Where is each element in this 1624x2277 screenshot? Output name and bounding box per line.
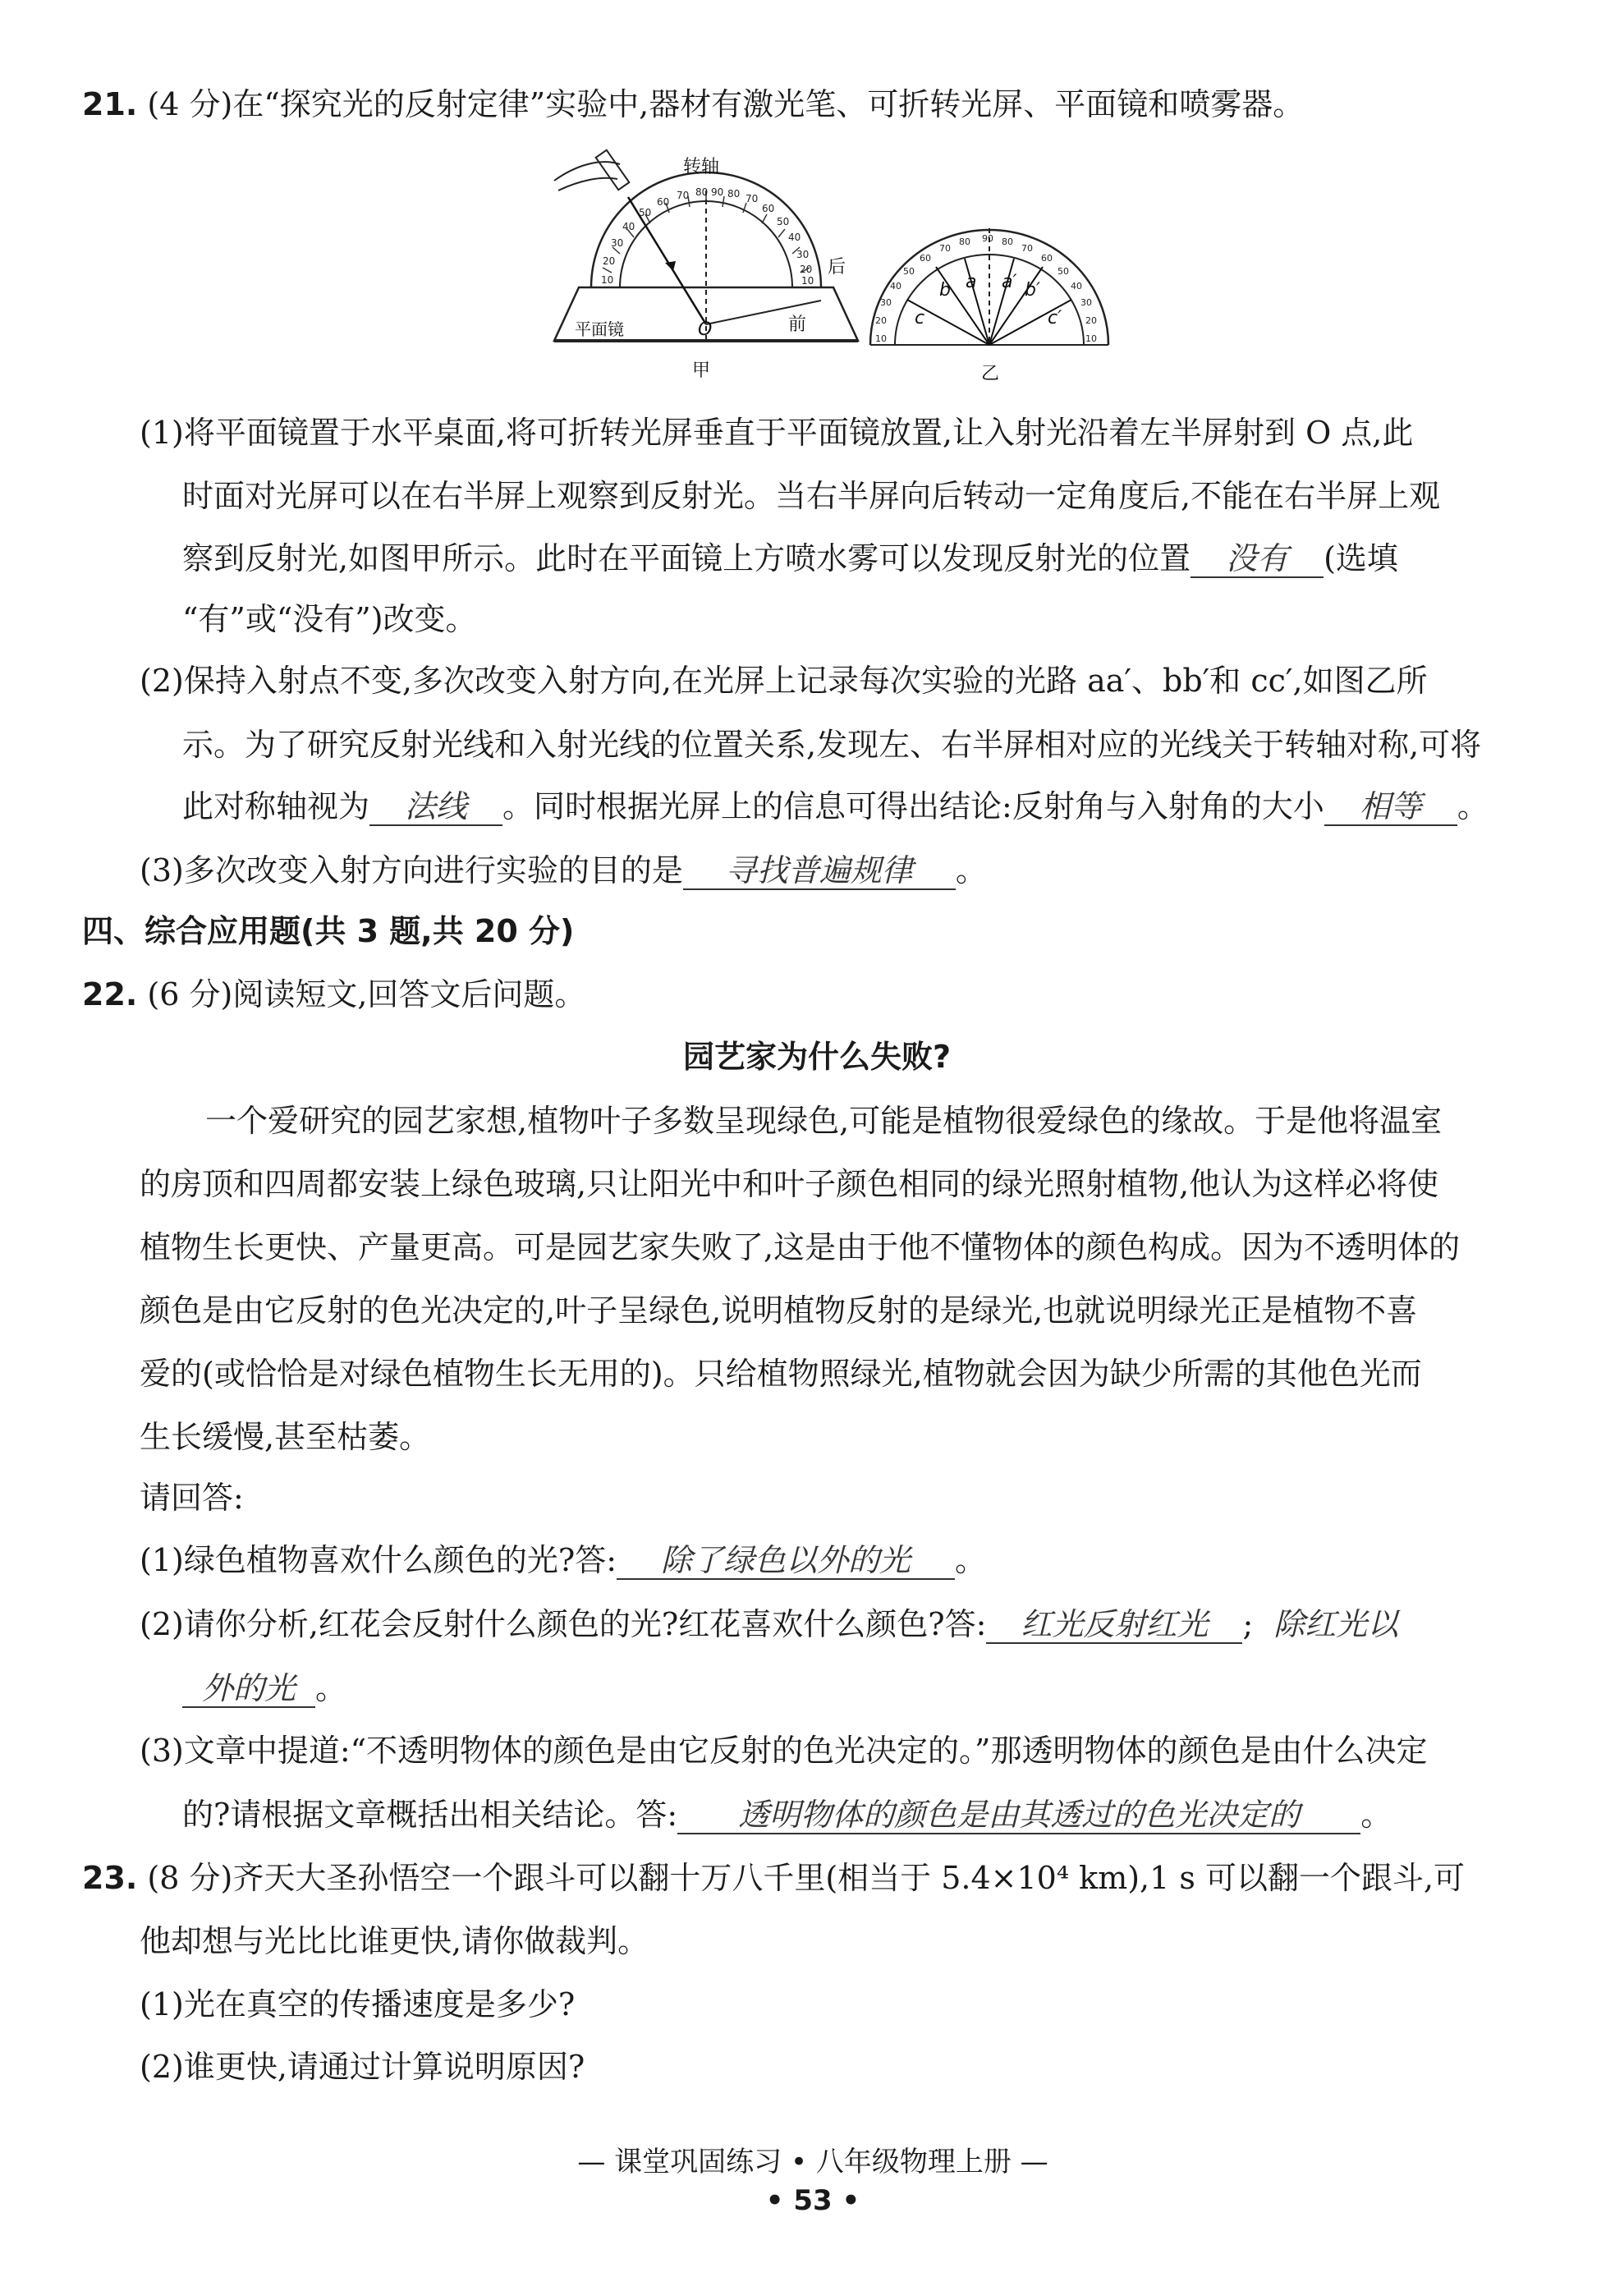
q21-part1-text-b: (选填: [1324, 540, 1398, 576]
q21-part3-line: [140, 854, 987, 890]
q22-number: 22.: [82, 976, 138, 1012]
q21-part3-text-b: 。: [955, 852, 987, 888]
q21-part2-line1: (2)保持入射点不变,多次改变入射方向,在光屏上记录每次实验的光路 aa′、bb′和 cc′,如图乙所: [140, 663, 1428, 699]
svg-text:90: 90: [982, 233, 993, 244]
q21-part1-line2: 时面对光屏可以在右半屏上观察到反射光。当右半屏向后转动一定角度后,不能在右半屏上观: [182, 478, 1441, 514]
q22-answer-3: 透明物体的颜色是由其透过的色光决定的: [677, 1798, 1360, 1834]
q21-answer-1: 没有: [1190, 542, 1324, 578]
article-line-3: 植物生长更快、产量更高。可是园艺家失败了,这是由于他不懂物体的颜色构成。因为不透明体的: [140, 1229, 1461, 1265]
svg-text:50: 50: [639, 207, 652, 218]
q23-line1: [82, 1862, 1465, 1894]
ray-a: a: [966, 272, 977, 292]
q22-intro: (6 分)阅读短文,回答文后问题。: [147, 976, 586, 1012]
figure-jia-caption: 甲: [692, 360, 711, 381]
article-line-2: 的房顶和四周都安装上绿色玻璃,只让阳光中和叶子颜色相同的绿光照射植物,他认为这样必将使: [140, 1166, 1439, 1202]
q21-answer-2: 法线: [369, 790, 502, 826]
q22-sub3-line2: [182, 1798, 1392, 1834]
svg-text:40: 40: [788, 232, 801, 243]
q22-sub2-text-b: 。: [315, 1670, 347, 1706]
svg-text:70: 70: [677, 190, 690, 201]
svg-text:60: 60: [657, 196, 670, 208]
incident-ray: [628, 197, 706, 324]
ray-c-prime: c′: [1048, 308, 1062, 328]
svg-text:60: 60: [920, 253, 931, 264]
svg-text:10: 10: [1085, 333, 1097, 344]
q21-part1-line4: “有”或“没有”)改变。: [182, 601, 477, 637]
point-o: O: [698, 319, 713, 340]
q21-part1-text: 察到反射光,如图甲所示。此时在平面镜上方喷水雾可以发现反射光的位置: [182, 540, 1191, 576]
q22-sub1-text-b: 。: [955, 1542, 987, 1578]
q21-part3-text: (3)多次改变入射方向进行实验的目的是: [140, 852, 683, 888]
ray-b-prime: b′: [1025, 280, 1040, 301]
ray-b: b: [939, 280, 951, 301]
ray-a-prime: a′: [1002, 272, 1017, 292]
svg-text:40: 40: [1071, 281, 1082, 292]
q21-part2-line3: [182, 790, 1489, 826]
svg-text:20: 20: [603, 255, 616, 267]
svg-text:10: 10: [601, 274, 614, 286]
q22-sub3-text: 的?请根据文章概括出相关结论。答:: [182, 1797, 678, 1833]
svg-text:90: 90: [711, 186, 724, 198]
q22-sub2-sep: ;: [1242, 1606, 1254, 1642]
svg-text:80: 80: [959, 236, 970, 247]
q23-text-1: (8 分)齐天大圣孙悟空一个跟斗可以翻十万八千里(相当于 5.4×10⁴ km),1 s 可以翻一个跟斗,可: [147, 1860, 1466, 1896]
q22-answer-2b-part2: 外的光: [182, 1672, 315, 1708]
q22-sub3-line1: (3)文章中提道:“不透明物体的颜色是由它反射的色光决定的。”那透明物体的颜色是由什么决定: [140, 1733, 1428, 1769]
svg-text:70: 70: [939, 243, 951, 254]
svg-text:80: 80: [695, 186, 709, 198]
incident-arrow: [665, 261, 676, 271]
q21-part1-line1: (1)将平面镜置于水平桌面,将可折转光屏垂直于平面镜放置,让入射光沿着左半屏射到 O 点,此: [140, 415, 1414, 451]
svg-text:20: 20: [800, 264, 813, 275]
article-line-5: 爱的(或恰恰是对绿色植物生长无用的)。只给植物照绿光,植物就会因为缺少所需的其他色光而: [140, 1356, 1422, 1392]
q22-sub3-text-b: 。: [1360, 1797, 1392, 1833]
q23-line2: 他却想与光比比谁更快,请你做裁判。: [140, 1923, 649, 1959]
figure-yi: [862, 222, 1125, 386]
q22-sub2-line: [140, 1608, 1419, 1644]
article-line-4: 颜色是由它反射的色光决定的,叶子呈绿色,说明植物反射的是绿光,也就说明绿光正是植物不喜: [140, 1292, 1418, 1329]
svg-text:50: 50: [777, 216, 790, 227]
q23-sub2: (2)谁更快,请通过计算说明原因?: [140, 2049, 585, 2085]
svg-text:40: 40: [622, 221, 635, 232]
q21-answer-4: 寻找普遍规律: [683, 854, 956, 890]
svg-text:50: 50: [903, 266, 915, 277]
article-title: 园艺家为什么失败?: [683, 1039, 952, 1075]
q21-part2-text: 此对称轴视为: [182, 788, 370, 824]
svg-text:60: 60: [1041, 253, 1053, 264]
svg-text:30: 30: [1080, 297, 1092, 308]
laser-pen: [554, 150, 629, 191]
q21-intro-line: [82, 86, 1305, 122]
svg-text:80: 80: [727, 188, 741, 200]
q22-answer-1: 除了绿色以外的光: [617, 1544, 955, 1580]
q21-part1-line3: [182, 542, 1398, 578]
q22-sub2-text: (2)请你分析,红花会反射什么颜色的光?红花喜欢什么颜色?答:: [140, 1606, 987, 1642]
svg-text:80: 80: [1002, 236, 1013, 247]
footer-title: — 课堂巩固练习 • 八年级物理上册 —: [577, 2146, 1048, 2178]
q21-part2-line2: 示。为了研究反射光线和入射光线的位置关系,发现左、右半屏相对应的光线关于转轴对称,可将: [182, 727, 1482, 763]
mirror-label: 平面镜: [575, 319, 624, 339]
q23-sub1: (1)光在真空的传播速度是多少?: [140, 1986, 576, 2022]
svg-text:50: 50: [1057, 266, 1069, 277]
svg-text:30: 30: [880, 297, 892, 308]
q22-sub1-text: (1)绿色植物喜欢什么颜色的光?答:: [140, 1542, 617, 1578]
section-4-heading: 四、综合应用题(共 3 题,共 20 分): [82, 913, 575, 949]
q21-number: 21.: [82, 86, 138, 122]
q21-answer-3: 相等: [1324, 790, 1457, 826]
q22-answer-2b-part1: 除红光以: [1273, 1606, 1399, 1642]
q22-intro-line: [82, 976, 586, 1012]
back-label: 后: [828, 257, 846, 278]
front-label: 前: [788, 314, 807, 335]
article-line-6: 生长缓慢,甚至枯萎。: [140, 1419, 431, 1455]
article-line-1: 一个爱研究的园艺家想,植物叶子多数呈现绿色,可能是植物很爱绿色的缘故。于是他将温室: [205, 1103, 1443, 1139]
svg-text:30: 30: [611, 237, 624, 249]
q21-part2-text-b: 。同时根据光屏上的信息可得出结论:反射角与入射角的大小: [502, 788, 1324, 824]
q23-number: 23.: [82, 1860, 138, 1896]
svg-text:70: 70: [1021, 243, 1033, 254]
ray-c: c: [915, 308, 925, 328]
q22-prompt: 请回答:: [140, 1480, 244, 1516]
svg-text:10: 10: [801, 275, 814, 287]
q21-part2-text-c: 。: [1457, 788, 1489, 824]
svg-text:40: 40: [890, 281, 901, 292]
yi-ray-labels: [915, 272, 1062, 328]
svg-text:70: 70: [745, 193, 759, 204]
q22-answer-2a: 红光反射红光: [986, 1608, 1242, 1644]
q22-sub2-line2: [182, 1672, 346, 1708]
figure-yi-caption: 乙: [981, 364, 1000, 384]
axis-label: 转轴: [683, 157, 720, 177]
svg-text:20: 20: [1085, 315, 1097, 326]
svg-text:30: 30: [796, 249, 810, 260]
q21-intro: (4 分)在“探究光的反射定律”实验中,器材有激光笔、可折转光屏、平面镜和喷雾器。: [147, 86, 1305, 122]
svg-text:20: 20: [875, 315, 887, 326]
svg-text:10: 10: [875, 333, 887, 344]
page-number: • 53 •: [765, 2184, 860, 2217]
q22-sub1-line: [140, 1544, 986, 1580]
figure-jia: [542, 148, 870, 386]
svg-text:60: 60: [762, 203, 775, 214]
